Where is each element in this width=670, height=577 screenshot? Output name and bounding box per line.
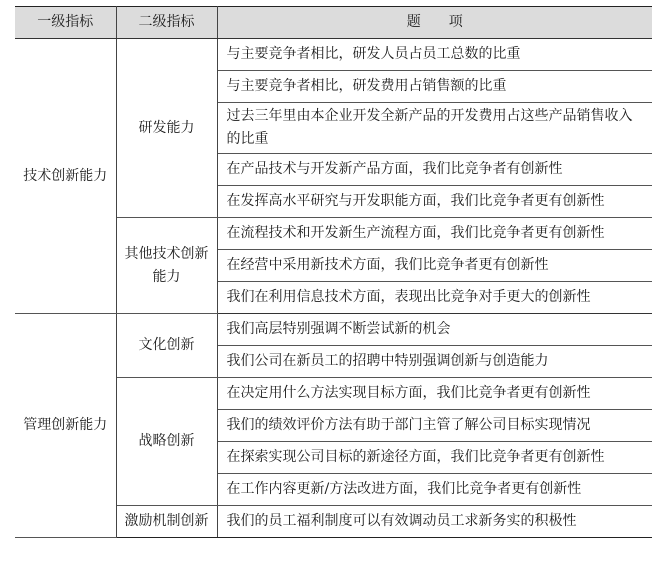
header-level2: 二级指标 bbox=[116, 7, 217, 39]
item-cell: 与主要竞争者相比，研发费用占销售额的比重 bbox=[217, 71, 652, 103]
header-level1: 一级指标 bbox=[15, 7, 116, 39]
level2-cell: 战略创新 bbox=[116, 378, 217, 506]
level2-cell: 激励机制创新 bbox=[116, 506, 217, 538]
item-cell: 我们的员工福利制度可以有效调动员工求新务实的积极性 bbox=[217, 506, 652, 538]
item-cell: 在产品技术与开发新产品方面，我们比竞争者有创新性 bbox=[217, 154, 652, 186]
table-row bbox=[15, 39, 652, 71]
item-cell: 在经营中采用新技术方面，我们比竞争者更有创新性 bbox=[217, 250, 652, 282]
header-items: 题 项 bbox=[217, 7, 652, 39]
item-cell: 我们公司在新员工的招聘中特别强调创新与创造能力 bbox=[217, 346, 652, 378]
item-cell: 过去三年里由本企业开发全新产品的开发费用占这些产品销售收入的比重 bbox=[217, 103, 652, 154]
level2-cell: 研发能力 bbox=[116, 39, 217, 218]
table-row bbox=[15, 314, 652, 346]
level2-cell: 文化创新 bbox=[116, 314, 217, 378]
level2-cell: 其他技术创新能力 bbox=[116, 218, 217, 314]
item-cell: 在决定用什么方法实现目标方面，我们比竞争者更有创新性 bbox=[217, 378, 652, 410]
level1-cell: 技术创新能力 bbox=[15, 39, 116, 314]
item-cell: 在探索实现公司目标的新途径方面，我们比竞争者更有创新性 bbox=[217, 442, 652, 474]
item-cell: 我们在利用信息技术方面，表现出比竞争对手更大的创新性 bbox=[217, 282, 652, 314]
item-cell: 在流程技术和开发新生产流程方面，我们比竞争者更有创新性 bbox=[217, 218, 652, 250]
level1-cell: 管理创新能力 bbox=[15, 314, 116, 538]
item-cell: 在工作内容更新/方法改进方面，我们比竞争者更有创新性 bbox=[217, 474, 652, 506]
indicator-table bbox=[15, 6, 652, 538]
item-cell: 我们高层特别强调不断尝试新的机会 bbox=[217, 314, 652, 346]
item-cell: 我们的绩效评价方法有助于部门主管了解公司目标实现情况 bbox=[217, 410, 652, 442]
item-cell: 在发挥高水平研究与开发职能方面，我们比竞争者更有创新性 bbox=[217, 186, 652, 218]
header-row bbox=[15, 7, 652, 39]
item-cell: 与主要竞争者相比，研发人员占员工总数的比重 bbox=[217, 39, 652, 71]
